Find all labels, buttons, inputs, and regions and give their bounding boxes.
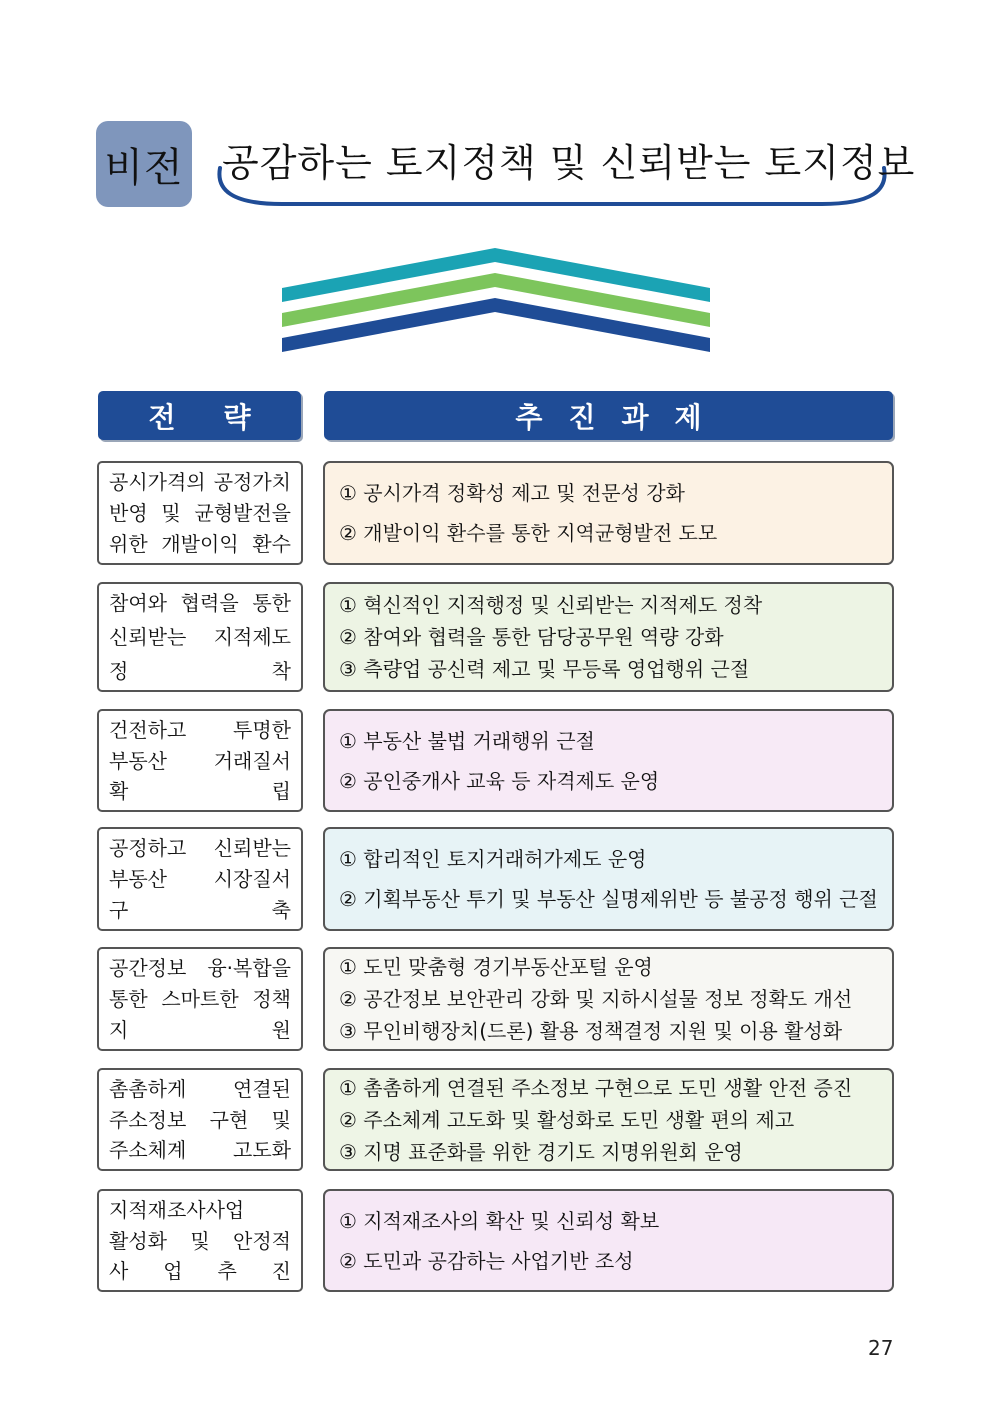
task-item: ③ 측량업 공신력 제고 및 무등록 영업행위 근절 — [339, 657, 750, 681]
strategy-line: 공시가격의 공정가치 — [109, 470, 291, 494]
task-item: ② 개발이익 환수를 통한 지역균형발전 도모 — [339, 521, 718, 545]
page-number: 27 — [868, 1336, 894, 1360]
task-item: ① 지적재조사의 확산 및 신뢰성 확보 — [339, 1208, 660, 1233]
strategy-header: 전략 — [98, 391, 301, 440]
strategy-line: 공정하고 신뢰받는 — [109, 836, 291, 860]
strategy-box-5 — [97, 947, 303, 1051]
task-item: ③ 무인비행장치(드론) 활용 정책결정 지원 및 이용 활성화 — [339, 1019, 843, 1043]
task-item: ② 주소체계 고도화 및 활성화로 도민 생활 편의 제고 — [339, 1107, 795, 1132]
task-item: ② 공인중개사 교육 등 자격제도 운영 — [339, 768, 660, 793]
task-item: ③ 지명 표준화를 위한 경기도 지명위원회 운영 — [339, 1139, 743, 1164]
task-item: ② 공간정보 보안관리 강화 및 지하시설물 정보 정확도 개선 — [339, 987, 853, 1011]
vision-badge: 비전 — [96, 121, 192, 207]
strategy-line: 촘촘하게 연결된 — [109, 1077, 291, 1101]
task-item: ① 합리적인 토지거래허가제도 운영 — [339, 847, 647, 871]
task-box-5 — [323, 947, 894, 1051]
task-box-1 — [323, 461, 894, 565]
task-box-4 — [323, 827, 894, 931]
task-item: ② 기획부동산 투기 및 부동산 실명제위반 등 불공정 행위 근절 — [339, 887, 878, 911]
task-box-6 — [323, 1068, 894, 1171]
strategy-box-2 — [97, 582, 303, 692]
strategy-line: 위한 개발이익 환수 — [109, 532, 291, 556]
strategy-line: 부동산 시장질서 — [109, 867, 291, 891]
vision-title: 공감하는 토지정책 및 신뢰받는 토지정보 — [222, 141, 916, 185]
strategy-box-4 — [97, 827, 303, 931]
task-item: ② 도민과 공감하는 사업기반 조성 — [339, 1248, 634, 1273]
strategy-line: 신뢰받는 지적제도 — [109, 625, 291, 649]
strategy-line: 반영 및 균형발전을 — [109, 501, 291, 525]
strategy-line: 공간정보 융·복합을 — [109, 956, 291, 980]
strategy-line: 부동산 거래질서 — [109, 748, 291, 773]
strategy-line: 확 립 — [109, 779, 291, 803]
strategy-line: 건전하고 투명한 — [109, 718, 291, 742]
task-item: ② 참여와 협력을 통한 담당공무원 역량 강화 — [339, 625, 724, 649]
strategy-box-7 — [97, 1189, 303, 1292]
task-box-2 — [323, 582, 894, 692]
strategy-line: 통한 스마트한 정책 — [109, 987, 291, 1011]
strategy-line: 구 축 — [109, 898, 291, 922]
strategy-line: 주소정보 구현 및 — [109, 1107, 291, 1132]
strategy-box-1 — [97, 461, 303, 565]
task-item: ① 부동산 불법 거래행위 근절 — [339, 728, 595, 753]
task-item: ① 도민 맞춤형 경기부동산포털 운영 — [339, 955, 653, 979]
task-item: ① 촘촘하게 연결된 주소정보 구현으로 도민 생활 안전 증진 — [339, 1075, 853, 1100]
strategy-line: 지 원 — [109, 1018, 291, 1042]
chevron-arrows-decoration — [270, 238, 720, 363]
task-item: ① 혁신적인 지적행정 및 신뢰받는 지적제도 정착 — [339, 593, 763, 617]
tasks-header: 추진과제 — [324, 391, 893, 440]
strategy-line: 정 착 — [109, 659, 291, 683]
task-box-7 — [323, 1189, 894, 1292]
strategy-line: 지적재조사사업 — [109, 1198, 245, 1222]
task-box-3 — [323, 709, 894, 812]
strategy-box-6 — [97, 1068, 303, 1171]
strategy-line: 참여와 협력을 통한 — [109, 591, 291, 615]
strategy-line: 사 업 추 진 — [109, 1259, 291, 1283]
strategy-box-3 — [97, 709, 303, 812]
strategy-line: 주소체계 고도화 — [109, 1138, 291, 1162]
task-item: ① 공시가격 정확성 제고 및 전문성 강화 — [339, 481, 685, 505]
strategy-line: 활성화 및 안정적 — [109, 1228, 291, 1253]
